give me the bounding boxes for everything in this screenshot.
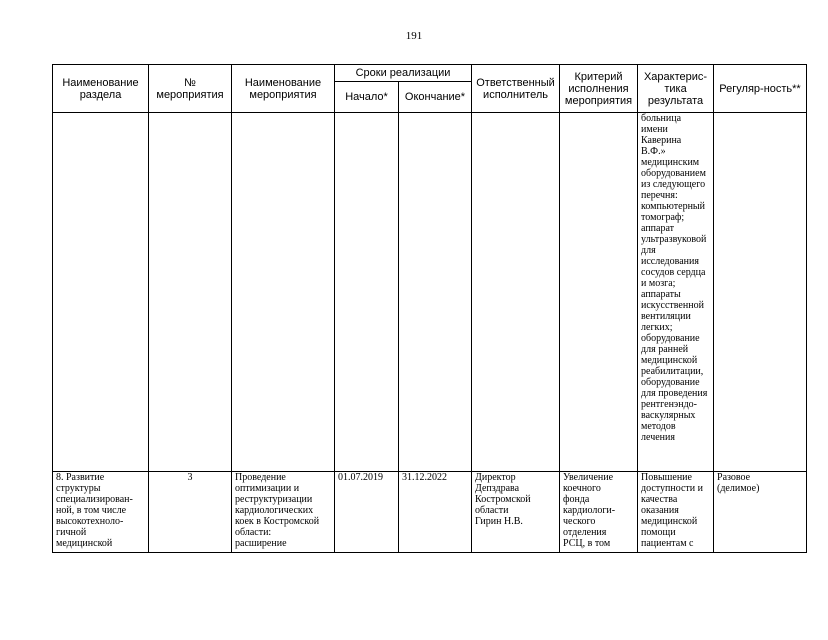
header-start: Начало*: [335, 82, 399, 113]
cell-regularity: Разовое (делимое): [714, 472, 807, 553]
cell-criterion: [560, 113, 638, 472]
table-row: [53, 113, 807, 472]
header-criterion: Критерий исполнения мероприятия: [560, 65, 638, 113]
cell-start: [335, 113, 399, 472]
page-number: 191: [405, 30, 423, 42]
cell-responsible: [472, 113, 560, 472]
cell-criterion: Увеличение коечного фонда кардиологи- ческого отделения РСЦ, в том: [560, 472, 638, 553]
cell-responsible: Директор Депздрава Костромской области Гирин Н.В.: [472, 472, 560, 553]
cell-result: Повышение доступности и качества оказания медицинской помощи пациентам с: [638, 472, 714, 553]
events-table: [52, 64, 807, 553]
header-event: Наименование мероприятия: [232, 65, 335, 113]
header-section: Наименование раздела: [53, 65, 149, 113]
cell-number: [149, 113, 232, 472]
cell-start: 01.07.2019: [335, 472, 399, 553]
header-number: № мероприятия: [149, 65, 232, 113]
cell-number: 3: [149, 472, 232, 553]
cell-section: [53, 113, 149, 472]
header-end: Окончание*: [399, 82, 472, 113]
cell-end: [399, 113, 472, 472]
header-responsible: Ответственный исполнитель: [472, 65, 560, 113]
table-row: [53, 472, 807, 553]
cell-event: Проведение оптимизации и реструктуризации кардиологических коек в Костромской области: расширение: [232, 472, 335, 553]
header-period: Сроки реализации: [335, 65, 472, 82]
cell-event: [232, 113, 335, 472]
header-row: [53, 65, 807, 82]
header-result: Характерис-тика результата: [638, 65, 714, 113]
cell-regularity: [714, 113, 807, 472]
header-regularity: Регуляр-ность**: [714, 65, 807, 113]
cell-result: больница имени Каверина В.Ф.» медицинским оборудованием из следующего перечня: компьютерный томограф; аппарат ультразвуковой для исследования сосудов сердца и мозга; аппараты искусственной вентиляции легких; оборудование для ранней медицинской реабилитации, оборудование для проведения рентгенэндо- васкулярных методов лечения: [638, 113, 714, 472]
cell-end: 31.12.2022: [399, 472, 472, 553]
cell-section: 8. Развитие структуры специализирован- ной, в том числе высокотехноло- гичной медицинской: [53, 472, 149, 553]
